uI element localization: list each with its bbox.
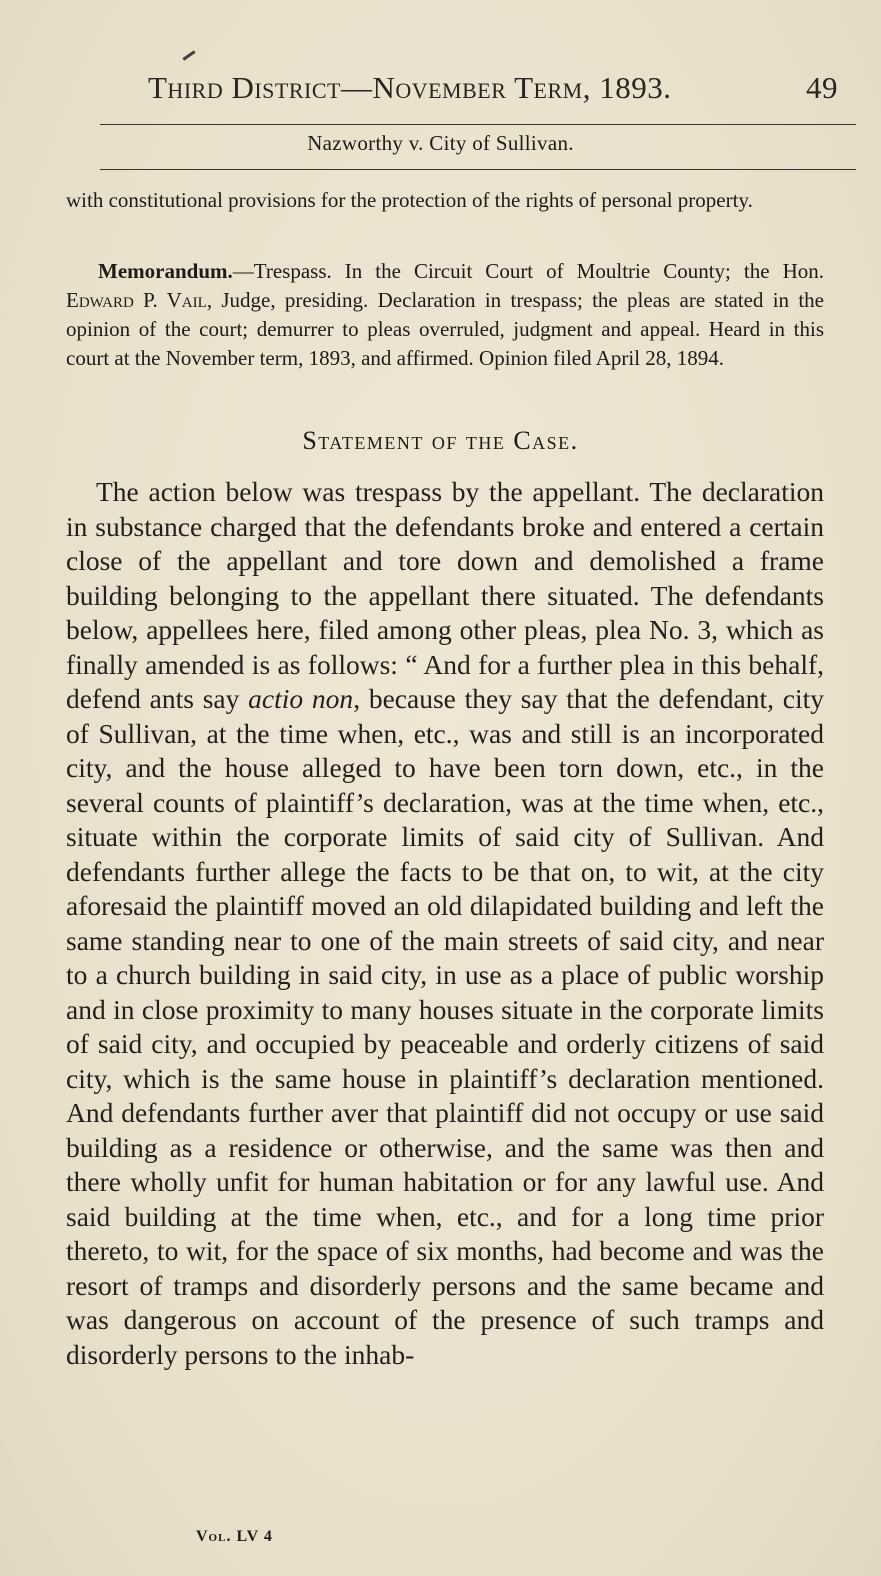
latin-phrase: actio non — [248, 683, 354, 714]
statement-text-1: The action below was trespass by the appellant. The declaration in substance charged that the defendants broke and entered a certain close of the appellant and tore down and demolished a frame building belonging to the appellant there situated. The defendants below, appellees here, filed among other pleas, plea No. 3, which as finally amended is as follows: “ And for a further plea in this behalf, defend ants say — [66, 476, 824, 714]
memorandum-lead: Memorandum. — [98, 259, 233, 283]
section-heading: Statement of the Case. — [302, 426, 579, 455]
judge-name: Edward P. Vail — [66, 288, 207, 312]
header-rule-top — [100, 124, 856, 125]
ink-mark — [182, 50, 195, 60]
memorandum-text-1: —Trespass. In the Circuit Court of Moultrie County; the Hon. — [232, 259, 824, 283]
page-header — [148, 70, 838, 106]
signature-mark: Vol. LV 4 — [196, 1528, 273, 1545]
header-rule-bottom — [100, 169, 856, 170]
statement-paragraph — [66, 475, 824, 1372]
memorandum-paragraph — [66, 257, 824, 373]
running-head: Nazworthy v. City of Sullivan. — [307, 131, 574, 155]
statement-text-2: , because they say that the defendant, city of Sullivan, at the time when, etc., was and still is an incorporated city, and the house alleged to have been torn down, etc., in the several counts of plaintiff’s declaration, was at the time when, etc., situate within the corporate limits of said city of Sullivan. And defendants further allege the facts to be that on, to wit, at the city aforesaid the plaintiff moved an old dilapidated building and left the same standing near to one of the main streets of said city, and near to a church building in said city, in use as a place of public worship and in close proximity to many houses situate in the corporate limits of said city, and occupied by peaceable and orderly citizens of said city, which is the same house in plaintiff’s declaration mentioned. And defendants further aver that plaintiff did not occupy or use said building as a residence or otherwise, and the same was then and there wholly unfit for human habitation or for any lawful use. And said building at the time when, etc., and for a long time prior thereto, to wit, for the space of six months, had become and was the resort of tramps and disorderly persons and the same became and was dangerous on account of the presence of such tramps and disorderly persons to the inhab- — [66, 683, 824, 1370]
page-number: 49 — [806, 70, 838, 105]
header-title: Third District—November Term, 1893. — [148, 70, 672, 105]
intro-paragraph: with constitutional provisions for the protection of the rights of personal property. — [66, 188, 753, 212]
memorandum-text-2: , Judge, presiding. Declaration in trespass; the pleas are stated in the opinion of the court; demurrer to pleas overruled, judgment and appeal. Heard in this court at the November term, 1893, and affirmed. Opinion filed April 28, 1894. — [66, 288, 825, 370]
